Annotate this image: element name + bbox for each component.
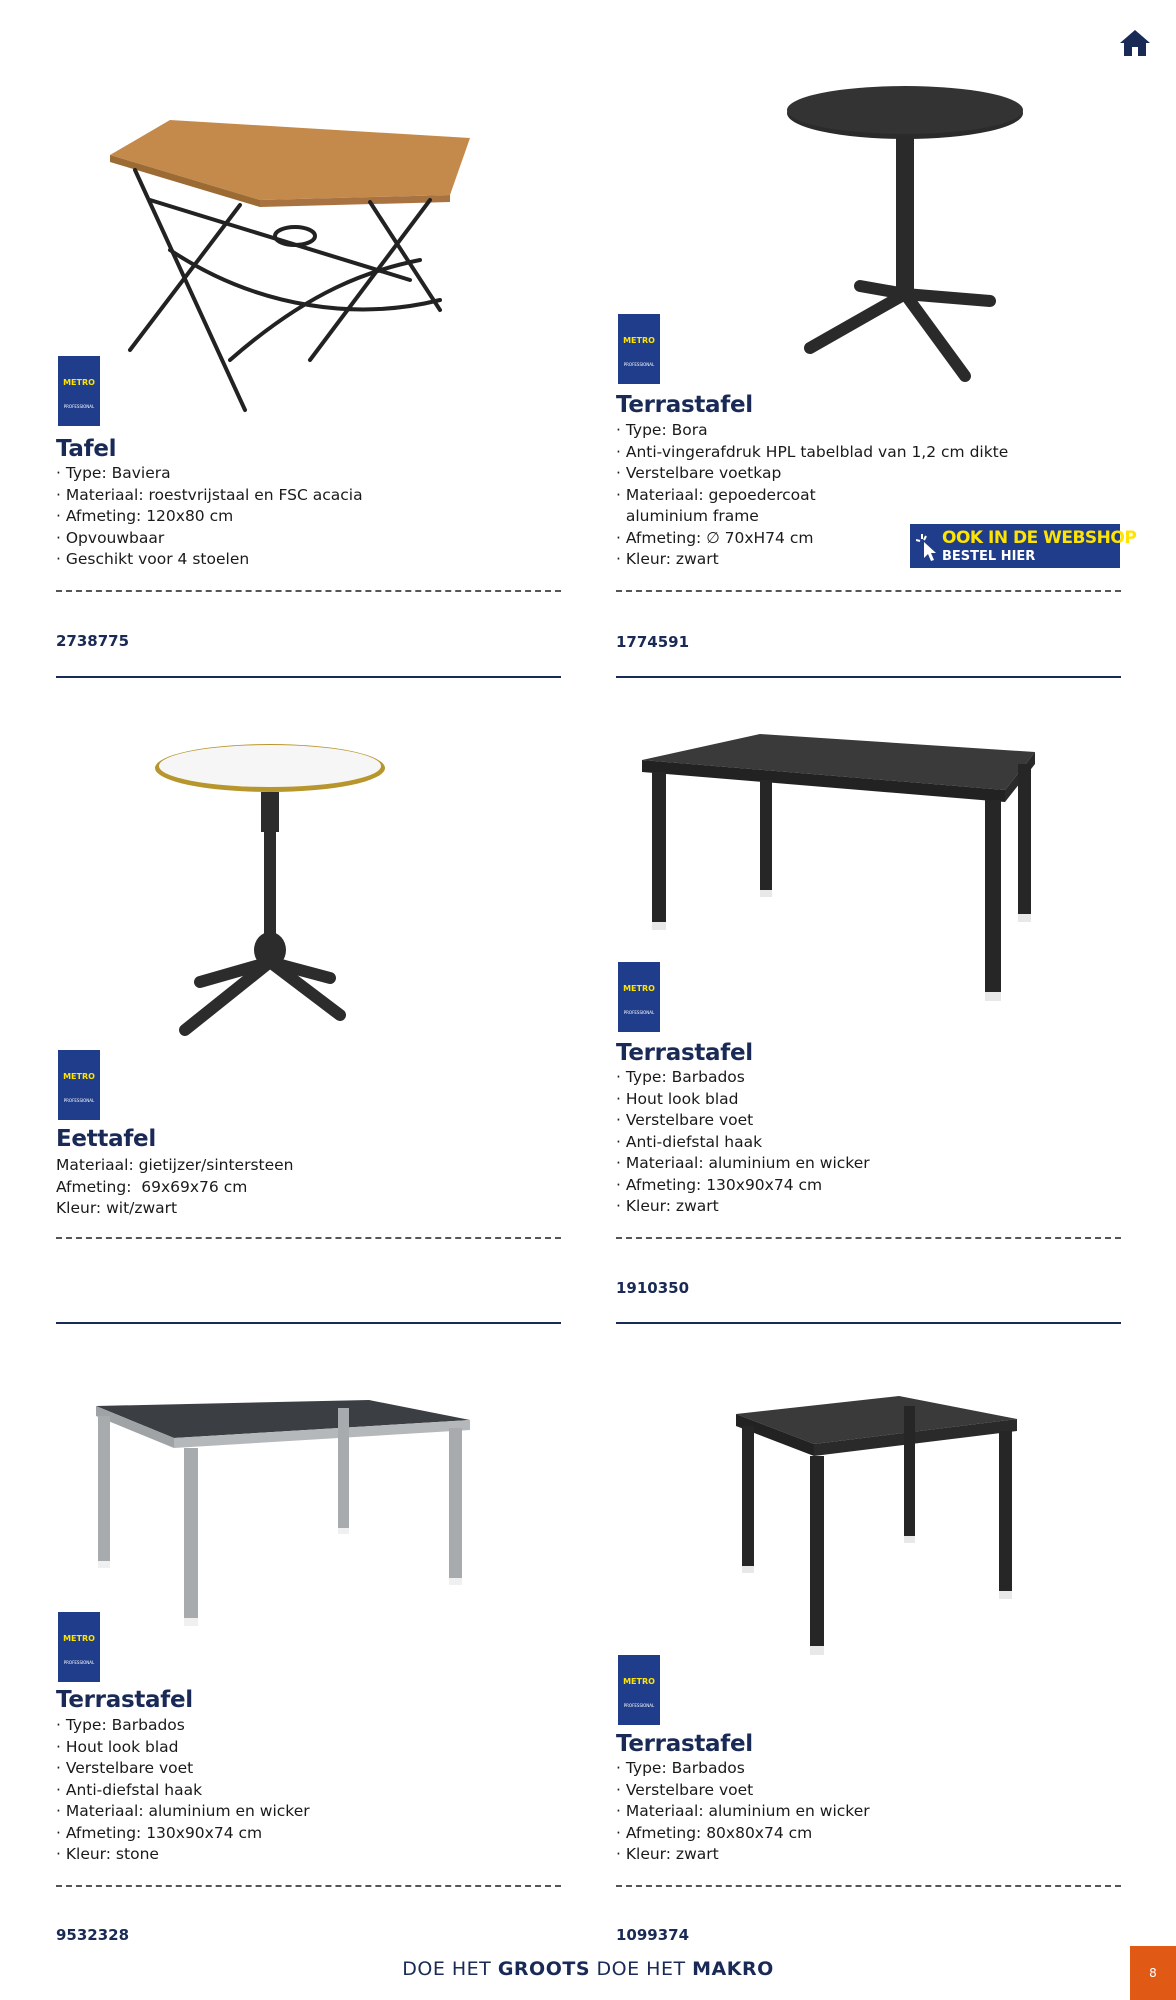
spec-line: · Verstelbare voet	[616, 1111, 754, 1129]
badge-subtitle: PROFESSIONAL	[63, 1098, 95, 1103]
spec-line: · Anti-diefstal haak	[56, 1780, 203, 1799]
product-title: Terrastafel	[56, 1687, 193, 1713]
dashed-divider	[616, 1885, 1121, 1887]
metro-professional-badge	[58, 1612, 100, 1682]
spec-line: · Afmeting: 80x80x74 cm	[616, 1823, 813, 1842]
solid-divider	[616, 676, 1121, 678]
spec-line: · Materiaal: roestvrijstaal en FSC acacia	[56, 485, 363, 504]
product-specs	[616, 1067, 870, 1218]
spec-line: · Materiaal: gepoedercoat	[616, 485, 816, 504]
article-number: 2738775	[56, 632, 130, 650]
webshop-order-button[interactable]: OOK IN DE WEBSHOP BESTEL HIER	[910, 524, 1120, 568]
article-number: 1910350	[616, 1279, 690, 1297]
badge-subtitle: PROFESSIONAL	[623, 1010, 655, 1015]
product-specs	[616, 1758, 870, 1866]
badge-brand: METRO	[63, 1072, 95, 1081]
spec-line: · Opvouwbaar	[56, 528, 165, 547]
badge-subtitle: PROFESSIONAL	[63, 404, 95, 409]
spec-line: Materiaal: gietijzer/sintersteen	[56, 1156, 294, 1174]
spec-line: · Anti-vingerafdruk HPL tabelblad van 1,2 cm dikte	[616, 442, 1009, 461]
spec-line: · Type: Barbados	[616, 1759, 745, 1777]
badge-brand: METRO	[623, 984, 655, 993]
spec-line: · Verstelbare voet	[56, 1759, 194, 1777]
spec-line: · Type: Barbados	[616, 1068, 745, 1086]
dashed-divider	[56, 1885, 561, 1887]
spec-line: Afmeting: 69x69x76 cm	[56, 1177, 248, 1196]
metro-professional-badge	[618, 314, 660, 384]
metro-professional-badge	[58, 356, 100, 426]
product-title: Terrastafel	[616, 392, 753, 418]
dashed-divider	[56, 590, 561, 592]
product-image-stone-wicker-table	[94, 1398, 474, 1628]
metro-professional-badge	[618, 1655, 660, 1725]
spec-line: · Afmeting: ∅ 70xH74 cm	[616, 528, 814, 547]
page-number: 8	[1130, 1946, 1176, 2000]
product-title: Terrastafel	[616, 1731, 753, 1757]
badge-subtitle: PROFESSIONAL	[623, 1703, 655, 1708]
spec-line: · Materiaal: aluminium en wicker	[56, 1802, 310, 1820]
dashed-divider	[616, 590, 1121, 592]
dashed-divider	[56, 1237, 561, 1239]
spec-line: · Afmeting: 120x80 cm	[56, 507, 234, 525]
dashed-divider	[616, 1237, 1121, 1239]
badge-subtitle: PROFESSIONAL	[623, 362, 655, 367]
product-specs	[56, 1715, 310, 1866]
spec-line: · Type: Bora	[616, 421, 708, 439]
product-image-marble-bistro-table	[150, 740, 390, 1050]
spec-line: · Verstelbare voet	[616, 1780, 754, 1799]
product-image-square-wicker-table	[734, 1394, 1019, 1658]
metro-professional-badge	[58, 1050, 100, 1120]
spec-line: · Verstelbare voetkap	[616, 464, 782, 482]
badge-brand: METRO	[63, 1634, 95, 1643]
spec-line: · Afmeting: 130x90x74 cm	[616, 1175, 823, 1194]
product-title: Tafel	[56, 436, 117, 462]
metro-professional-badge	[618, 962, 660, 1032]
product-specs	[56, 463, 363, 571]
spec-line: · Hout look blad	[616, 1089, 739, 1108]
spec-line: · Kleur: zwart	[616, 1197, 719, 1215]
product-image-black-wicker-table	[640, 730, 1040, 1005]
spec-line: · Kleur: zwart	[616, 1845, 719, 1863]
spec-line: aluminium frame	[616, 507, 759, 525]
product-image-round-bistro-table	[780, 86, 1060, 386]
badge-brand: METRO	[63, 378, 95, 387]
spec-line: · Hout look blad	[56, 1737, 179, 1756]
spec-line: · Materiaal: aluminium en wicker	[616, 1154, 870, 1172]
spec-line: · Kleur: stone	[56, 1845, 159, 1863]
spec-line: · Afmeting: 130x90x74 cm	[56, 1823, 263, 1842]
solid-divider	[56, 676, 561, 678]
article-number: 1774591	[616, 633, 690, 651]
spec-line: · Geschikt voor 4 stoelen	[56, 550, 250, 568]
home-icon[interactable]	[1118, 26, 1152, 60]
article-number: 9532328	[56, 1926, 130, 1944]
spec-line: · Materiaal: aluminium en wicker	[616, 1802, 870, 1820]
solid-divider	[56, 1322, 561, 1324]
badge-brand: METRO	[623, 336, 655, 345]
article-number: 1099374	[616, 1926, 690, 1944]
spec-line: · Type: Barbados	[56, 1716, 185, 1734]
product-image-folding-table	[110, 110, 480, 420]
spec-line: · Anti-diefstal haak	[616, 1132, 763, 1151]
product-specs	[56, 1155, 294, 1220]
spec-line: Kleur: wit/zwart	[56, 1199, 178, 1217]
badge-subtitle: PROFESSIONAL	[63, 1660, 95, 1665]
cursor-click-icon	[916, 532, 940, 562]
badge-brand: METRO	[623, 1677, 655, 1686]
product-title: Eettafel	[56, 1126, 156, 1152]
product-title: Terrastafel	[616, 1040, 753, 1066]
footer-slogan: DOE HET GROOTS DOE HET MAKRO	[402, 1958, 774, 1980]
solid-divider	[616, 1322, 1121, 1324]
spec-line: · Kleur: zwart	[616, 550, 719, 568]
spec-line: · Type: Baviera	[56, 464, 171, 482]
